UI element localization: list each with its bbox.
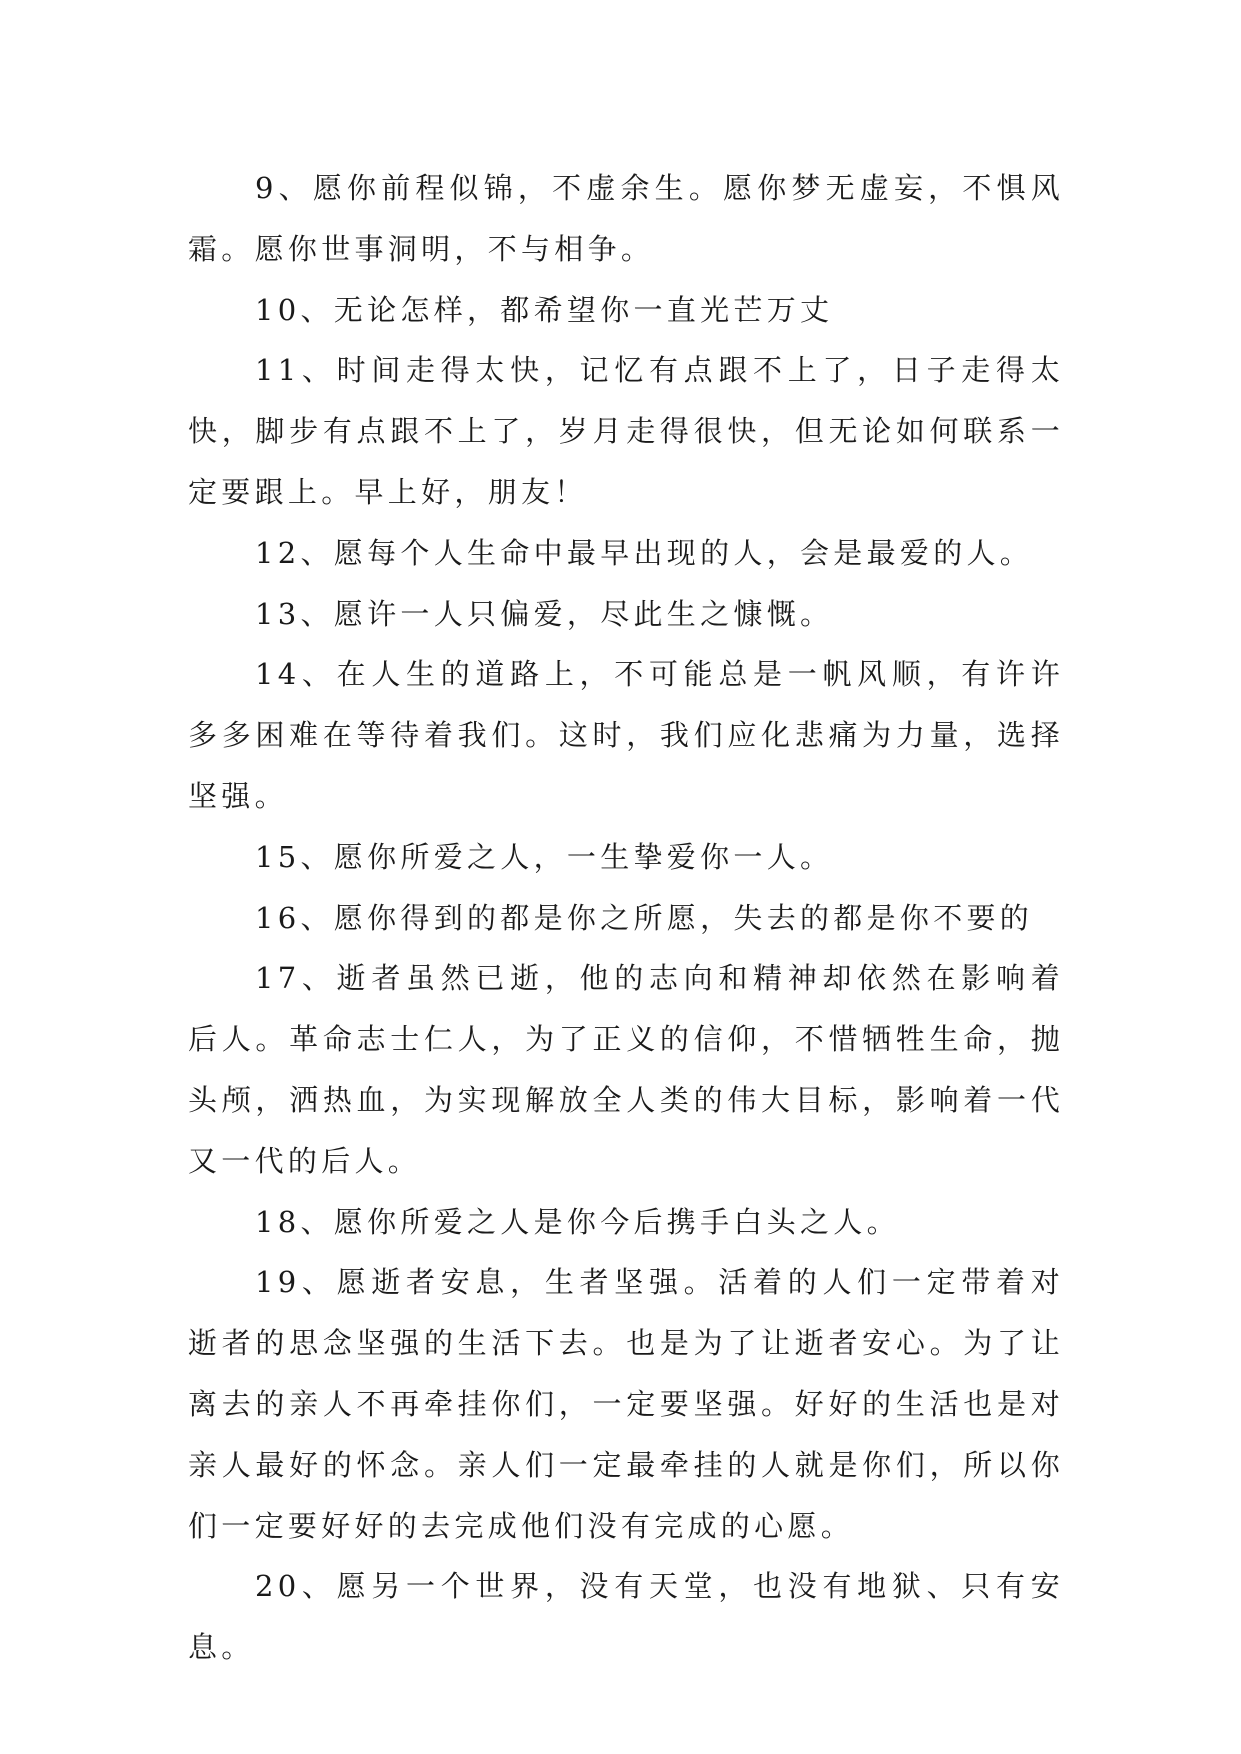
paragraph-16: 16、愿你得到的都是你之所愿，失去的都是你不要的 <box>255 900 1034 935</box>
paragraph-11: 11、时间走得太快，记忆有点跟不上了，日子走得太快，脚步有点跟不上了，岁月走得很快，但无论如何联系一定要跟上。早上好，朋友！ <box>188 353 1064 509</box>
paragraph-20: 20、愿另一个世界，没有天堂，也没有地狱、只有安息。 <box>188 1569 1064 1665</box>
paragraph-9: 9、愿你前程似锦，不虚余生。愿你梦无虚妄，不惧风霜。愿你世事洞明，不与相争。 <box>188 171 1064 266</box>
paragraph-10: 10、无论怎样，都希望你一直光芒万丈 <box>255 292 834 327</box>
paragraph-17: 17、逝者虽然已逝，他的志向和精神却依然在影响着后人。革命志士仁人，为了正义的信仰，不惜牺牲生命，抛头颅，洒热血，为实现解放全人类的伟大目标，影响着一代又一代的后人。 <box>188 961 1064 1178</box>
paragraph-13: 13、愿许一人只偏爱，尽此生之慷慨。 <box>255 596 834 631</box>
paragraph-15: 15、愿你所爱之人，一生挚爱你一人。 <box>255 839 834 874</box>
paragraph-19: 19、愿逝者安息，生者坚强。活着的人们一定带着对逝者的思念坚强的生活下去。也是为了让逝者安心。为了让离去的亲人不再牵挂你们，一定要坚强。好好的生活也是对亲人最好的怀念。亲人们一定最牵挂的人就是你们，所以你们一定要好好的去完成他们没有完成的心愿。 <box>188 1265 1064 1543</box>
document-body <box>188 158 1064 1678</box>
paragraph-12: 12、愿每个人生命中最早出现的人，会是最爱的人。 <box>255 535 1034 570</box>
paragraph-18: 18、愿你所爱之人是你今后携手白头之人。 <box>255 1204 900 1239</box>
paragraph-14: 14、在人生的道路上，不可能总是一帆风顺，有许许多多困难在等待着我们。这时，我们应化悲痛为力量，选择坚强。 <box>188 657 1064 813</box>
